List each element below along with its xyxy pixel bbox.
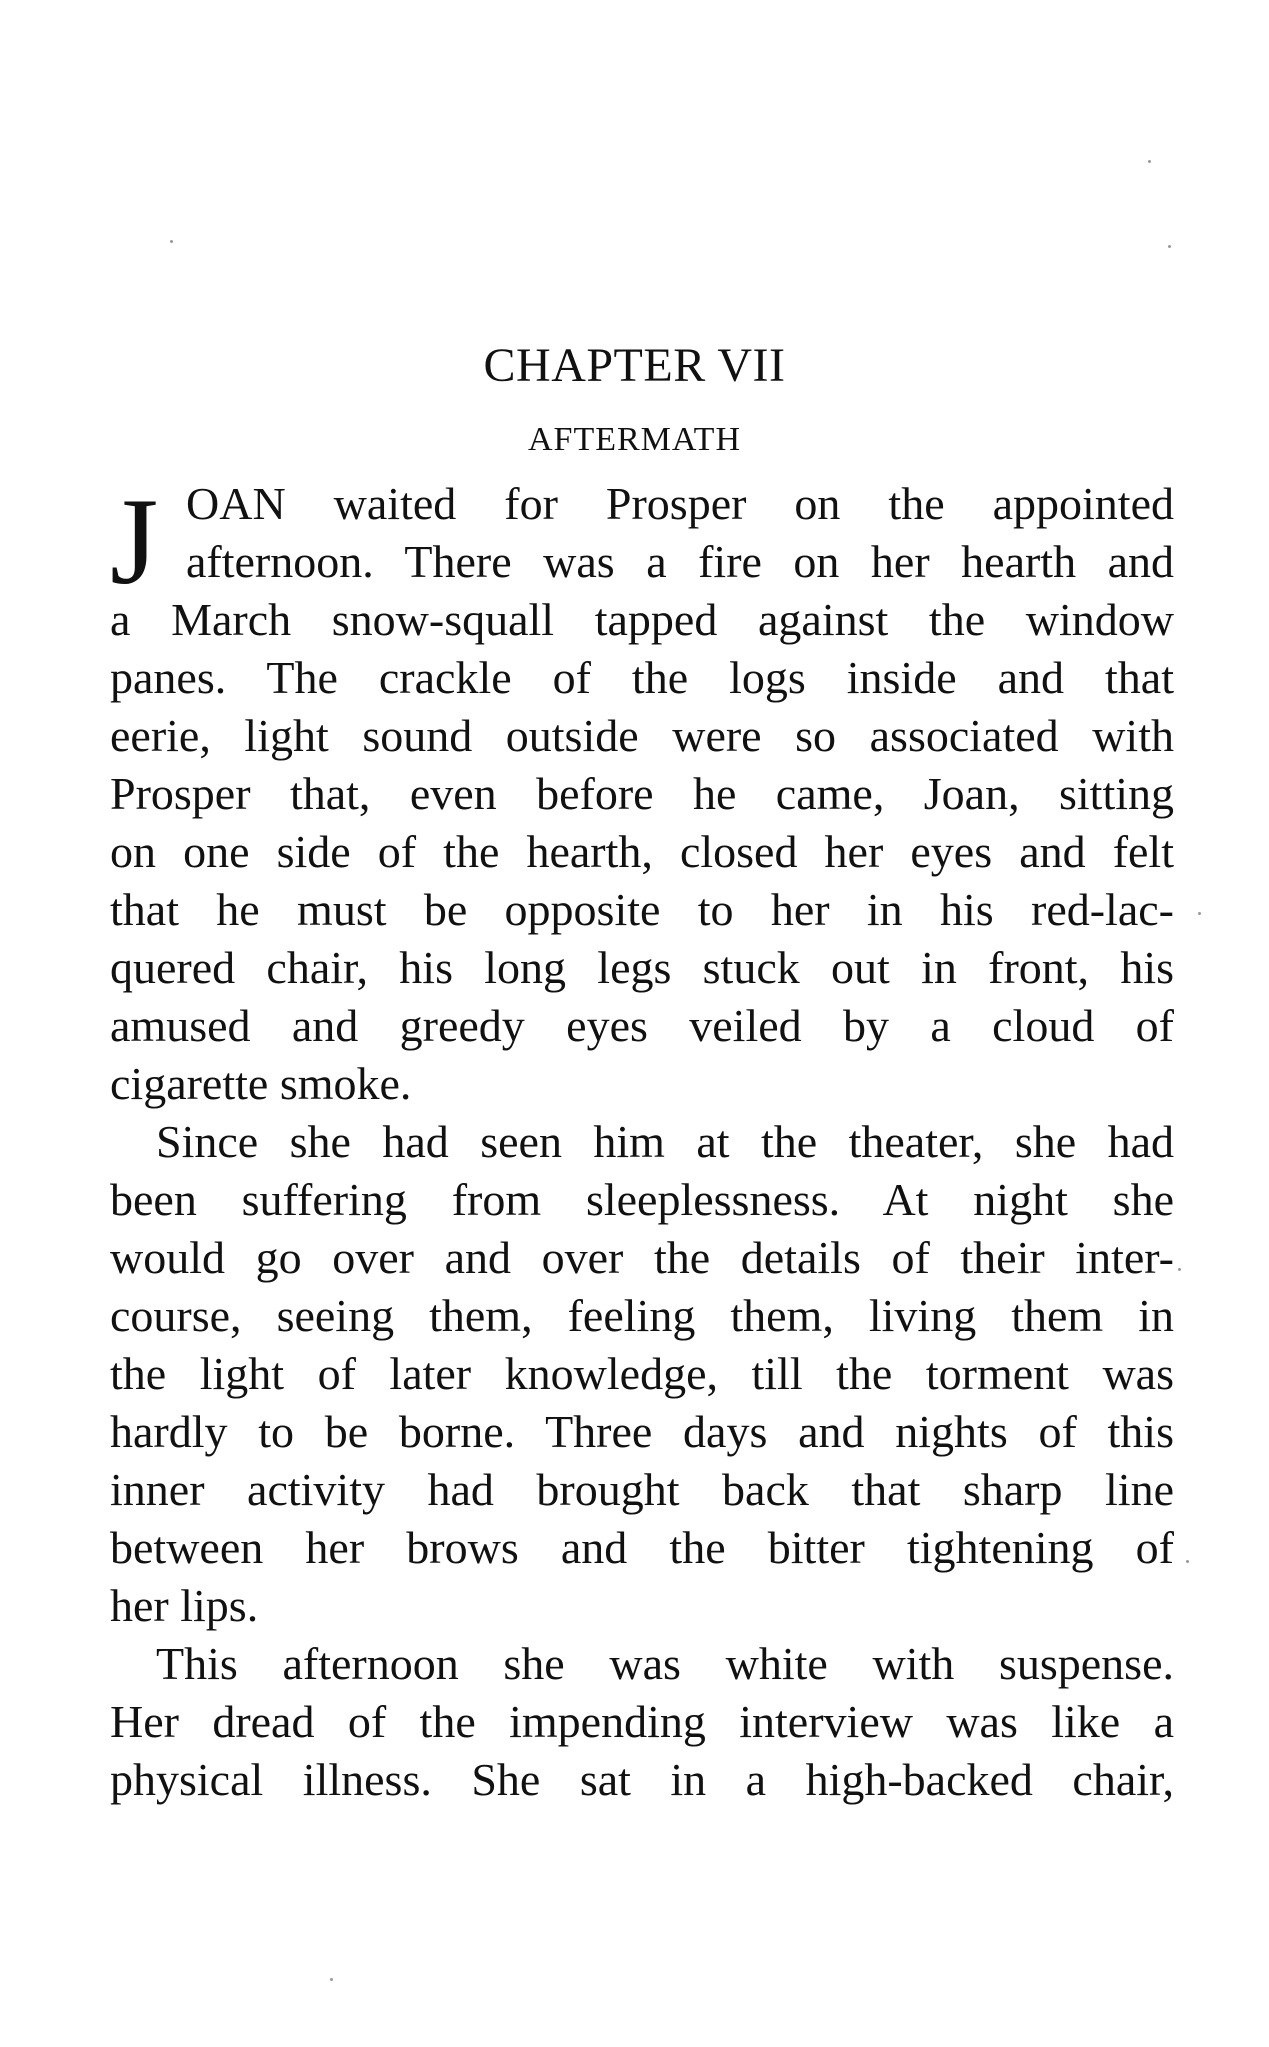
text-line: Her dread of the impending interview was like a	[110, 1696, 1174, 1747]
chapter-title: AFTERMATH	[527, 421, 742, 458]
text-line: course, seeing them, feeling them, living them in	[110, 1290, 1174, 1341]
text-line: Since she had seen him at the theater, she had	[156, 1116, 1174, 1167]
scan-speck	[330, 1978, 333, 1981]
text-line: would go over and over the details of their inter-	[110, 1232, 1174, 1283]
text-line: This afternoon she was white with suspense.	[156, 1638, 1174, 1689]
scan-speck	[1168, 245, 1171, 248]
text-line: quered chair, his long legs stuck out in front, his	[110, 942, 1174, 993]
drop-cap: J	[110, 473, 159, 610]
text-line: a March snow-squall tapped against the window	[110, 594, 1174, 645]
text-line: that he must be opposite to her in his red-lac-	[110, 884, 1174, 935]
text-line: Prosper that, even before he came, Joan, sitting	[110, 768, 1174, 819]
scan-speck	[1148, 160, 1151, 163]
text-line: amused and greedy eyes veiled by a cloud of	[110, 1000, 1174, 1051]
text-line: cigarette smoke.	[110, 1058, 412, 1109]
text-line: been suffering from sleeplessness. At night she	[110, 1174, 1174, 1225]
text-line: physical illness. She sat in a high-backed chair,	[110, 1754, 1174, 1805]
chapter-number: CHAPTER VII	[483, 339, 786, 392]
text-line: afternoon. There was a fire on her hearth and	[186, 536, 1174, 587]
text-line: on one side of the hearth, closed her eyes and felt	[110, 826, 1174, 877]
scan-speck	[1198, 912, 1201, 915]
scan-speck	[1186, 1560, 1189, 1563]
scan-speck	[1178, 1268, 1181, 1271]
text-line: her lips.	[110, 1580, 259, 1631]
text-line: hardly to be borne. Three days and nights of this	[110, 1406, 1174, 1457]
text-line: between her brows and the bitter tightening of	[110, 1522, 1174, 1573]
scan-speck	[170, 240, 173, 243]
text-line: eerie, light sound outside were so associated with	[110, 710, 1174, 761]
text-line: the light of later knowledge, till the torment was	[110, 1348, 1174, 1399]
text-line: panes. The crackle of the logs inside and that	[110, 652, 1174, 703]
text-line: OAN waited for Prosper on the appointed	[186, 478, 1174, 529]
text-line: inner activity had brought back that sharp line	[110, 1464, 1174, 1515]
